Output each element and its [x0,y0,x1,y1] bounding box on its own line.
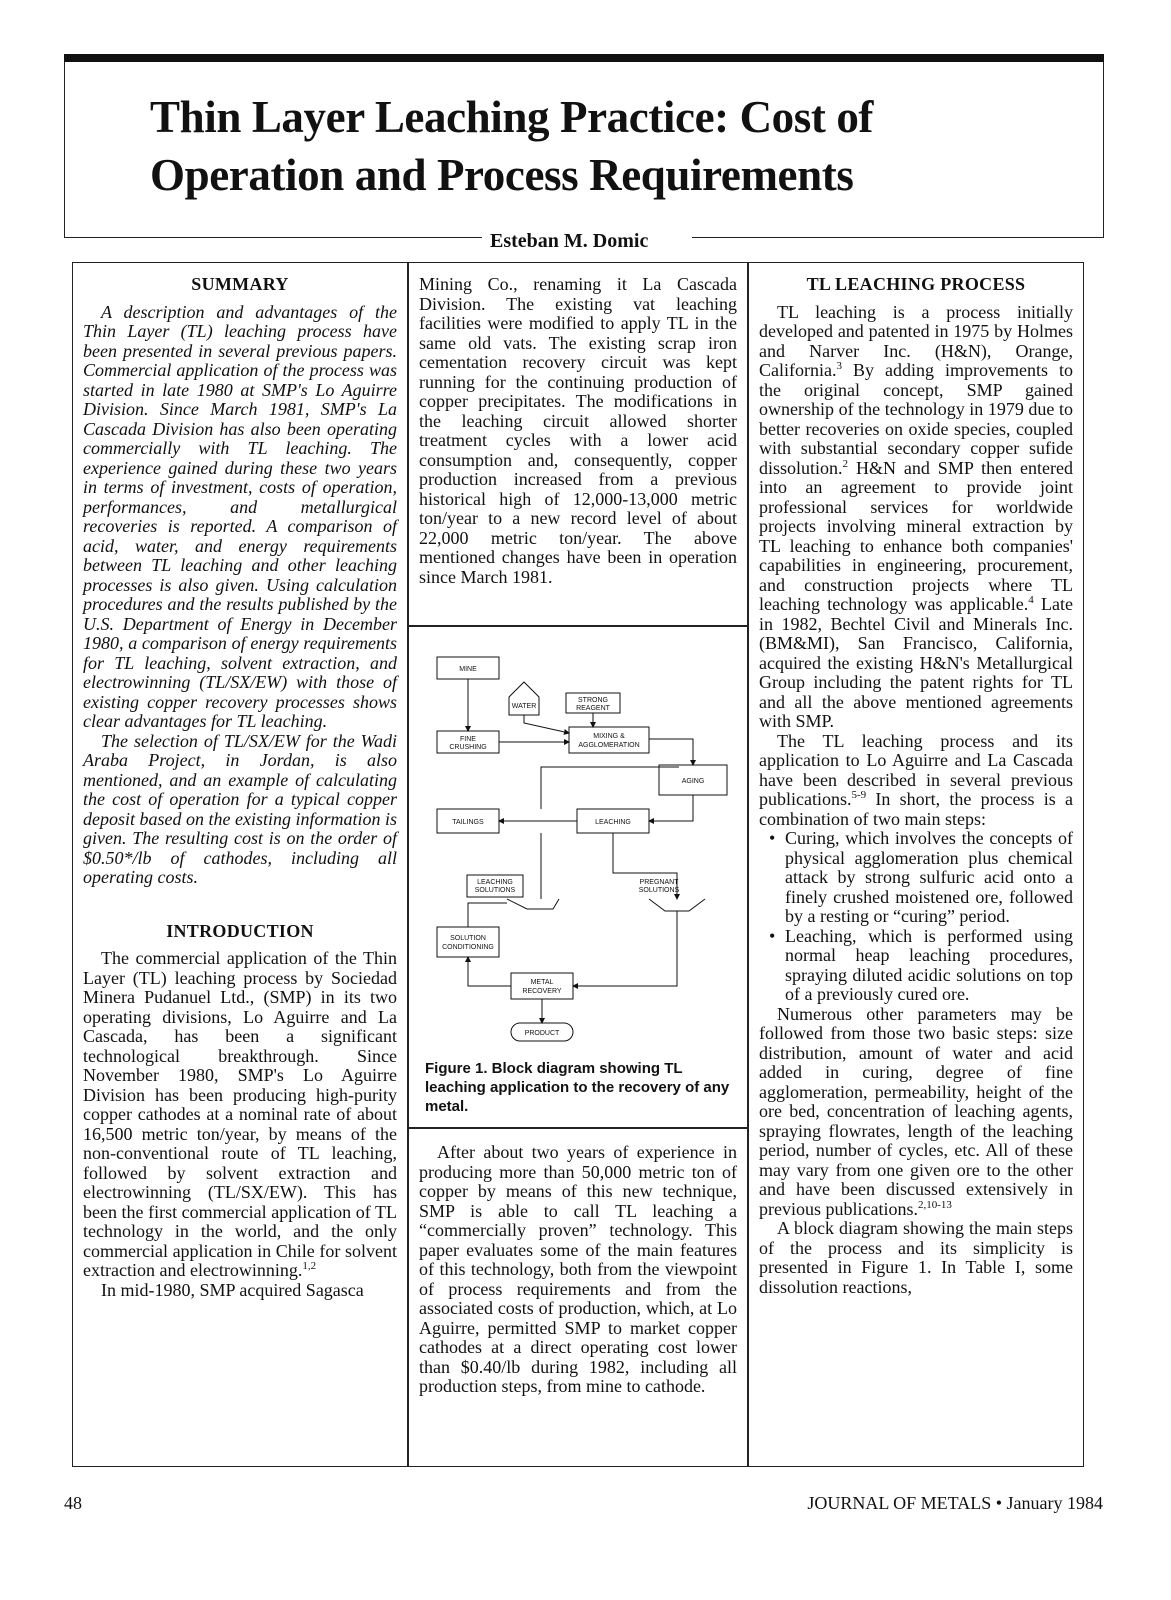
mixing-label: MIXING & [593,733,625,740]
leaching-solutions-tank [507,899,559,909]
mixing-agglomeration-box [569,727,649,753]
process-steps-list [759,829,1073,1005]
metal-recovery-box [511,973,573,999]
mine-label: MINE [459,666,477,673]
block-diagram [409,627,747,1057]
solution-conditioning-label: CONDITIONING [442,944,494,951]
intro-paragraph-continued: Mining Co., renaming it La Cascada Division. The existing vat leaching facilities were modified to apply TL in the same old vats. The existing scrap iron cementation recovery circuit was kept running for the continuing production of copper precipitates. The modifications in the leaching circuit allowed shorter treatment cycles with a lower acid consumption and, consequently, copper production increased from a previous historical high of 12,000-13,000 metric ton/year to a new record level of about 22,000 metric ton/year. The above mentioned changes have been in operation since March 1981. [419,274,737,587]
column-right [748,262,1084,1467]
author-name: Esteban M. Domic [490,230,649,252]
citation: 4 [1028,594,1034,606]
aging-label: AGING [681,778,705,785]
citation: 1,2 [302,1260,317,1272]
intro-paragraph: The commercial application of the Thin Layer (TL) leaching process by Sociedad Minera Pudanuel Ltd., (SMP) in its two operating divisions, Lo Aguirre and La Cascada, has been a significant technological breakthrough. Since November 1980, SMP's Lo Aguirre Division has been producing high-purity copper cathodes at a nominal rate of about 16,500 metric ton/year, by means of the non-conventional route of TL leaching, followed by solvent extraction and electrowinning (TL/SX/EW). This has been the first commercial application of TL technology in the world, and the only commercial application in Chile for solvent extraction and electrowinning.$^{1,2}$ [83,948,397,1280]
metal-recovery-label: RECOVERY [522,988,562,995]
summary-heading: SUMMARY [191,274,289,294]
list-item: • Leaching, which is performed using normal heap leaching procedures, spraying diluted acidic solutions on top of a previously cured ore. [769,927,1073,1005]
title-rule [64,54,1104,62]
tl-paragraph: The TL leaching process and its application to Lo Aguirre and La Cascada have been described in several previous publications.$^{5-9}$ In short, the process is a combination of two main steps: [759,730,1073,829]
summary-paragraph: The selection of TL/SX/EW for the Wadi Araba Project, in Jordan, is also mentioned, and an example of calculating the cost of operation for a typical copper deposit based on the existing information is given. The resulting cost is on the order of $0.50*/lb of cathodes, including all operating costs. [83,730,397,887]
solution-conditioning-box [437,927,499,957]
water-label: WATER [511,703,537,710]
fine-crushing-label: FINE [460,736,476,743]
fine-crushing-label: CRUSHING [449,744,487,751]
citation: 2 [842,457,849,470]
article-title: Thin Layer Leaching Practice: Cost of Operation and Process Requirements [150,92,874,200]
product-label: PRODUCT [524,1030,560,1037]
summary-paragraph: A description and advantages of the Thin Layer (TL) leaching process have been presented in several previous papers. Commercial application of the process was started in late 1980 at SMP's Lo Aguirre Division. Since March 1981, SMP's La Cascada Division has also been operating commercially with TL leaching. The experience gained during these two years in terms of investment, costs of operation, performances, and metallurgical recoveries is reported. A comparison of acid, water, and energy requirements between TL leaching and other leaching processes is also given. Using calculation procedures and the results published by the U.S. Department of Energy in December 1980, a comparison of energy requirements for TL leaching, solvent extraction, and electrowinning (TL/SX/EW) with those of existing copper recovery processes shows clear advantages for TL leaching. [83,301,397,731]
strong-reagent-label: REAGENT [576,705,610,712]
leaching-label: LEACHING [595,819,631,826]
citation: 3 [836,360,842,372]
intro-paragraph: In mid-1980, SMP acquired Sagasca [101,1279,364,1300]
column-left [72,262,408,1467]
citation: 2,10-13 [917,1198,952,1211]
mixing-label: AGGLOMERATION [578,742,640,749]
column-middle-bottom [408,1128,748,1467]
leaching-solutions-label: LEACHING [477,879,513,886]
journal-footer: JOURNAL OF METALS • January 1984 [807,1493,1103,1513]
intro-paragraph: After about two years of experience in producing more than 50,000 metric ton of copper by means of this new technique, SMP is able to call TL leaching a “commercially proven” technology. This paper evaluates some of the main features of this technology, both from the viewpoint of process requirements and from the associated costs of production, which, at Lo Aguirre, permitted SMP to market copper cathodes at a direct operating cost lower than $0.40/lb during 1982, including all production steps, from mine to cathode. [419,1142,737,1396]
pregnant-solutions-label: PREGNANT [639,879,679,886]
leaching-solutions-label: SOLUTIONS [474,887,516,894]
figure-1 [408,626,748,1128]
list-item: • Curing, which involves the concepts of physical agglomeration plus chemical attack by strong sulfuric acid onto a finely crushed moistened ore, followed by a resting or “curing” period. [769,829,1073,927]
tl-paragraph: Numerous other parameters may be followed from those two basic steps: size distribution, amount of water and acid added in curing, degree of fine agglomeration, permeability, height of the ore bed, concentration of leaching agents, spraying flowrates, length of the leaching period, number of cycles, etc. All of these may vary from one given ore to the other and have been discussed extensively in previous publications.$^{2,10-13}$ [759,1003,1073,1219]
tl-process-heading: TL LEACHING PROCESS [806,274,1026,294]
summary-section [83,303,397,888]
figure-caption: Figure 1. Block diagram showing TL leaching application to the recovery of any metal. [425,1060,730,1115]
metal-recovery-label: METAL [530,979,554,986]
pregnant-solutions-tank [649,899,705,911]
tailings-label: TAILINGS [452,819,484,826]
tl-paragraph: A block diagram showing the main steps of the process and its simplicity is presented in Figure 1. In Table I, some dissolution reactions, [759,1218,1073,1297]
column-middle-top [408,262,748,626]
solution-conditioning-label: SOLUTION [450,935,486,942]
tl-paragraph: TL leaching is a process initially developed and patented in 1975 by Holmes and Narver Inc. (H&N), Orange, California.$^3$ By adding improvements to the original concept, SMP gained ownership of the technology in 1979 due to better recoveries on oxide species, coupled with substantial secondary copper sufide dissolution.$^2$ H&N and SMP then entered into an agreement to provide joint professional services for worldwide projects involving mineral extraction by TL leaching to enhance both companies' capabilities in engineering, procurement, and construction projects where TL leaching technology was applicable.$^4$ Late in 1982, Bechtel Civil and Minerals Inc. (BM&MI), San Francisco, California, acquired the existing H&N's Metallurgical Group including the patent rights for TL and all the above mentioned agreements with SMP. [759,301,1074,731]
strong-reagent-label: STRONG [578,697,608,704]
citation: 5-9 [851,789,867,801]
page-number: 48 [64,1493,82,1513]
introduction-heading: INTRODUCTION [166,920,314,941]
pregnant-solutions-label: SOLUTIONS [638,887,680,894]
water-box [509,682,539,715]
